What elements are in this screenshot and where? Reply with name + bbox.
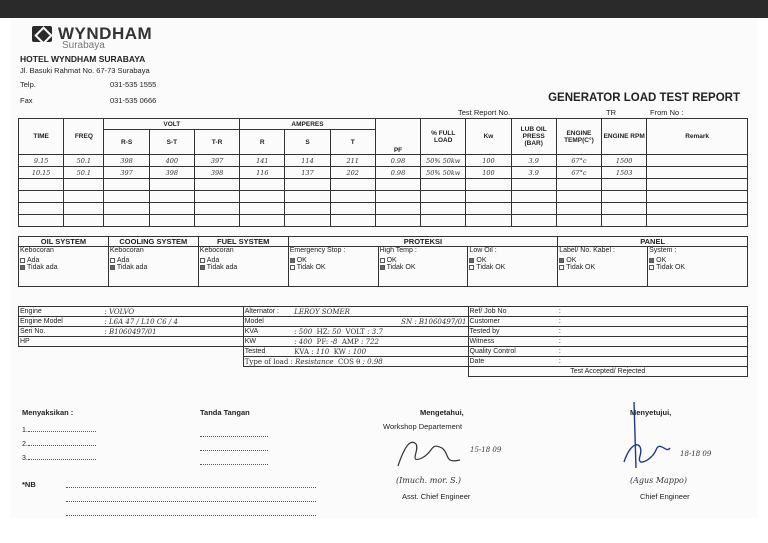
date-label: Date bbox=[468, 357, 558, 367]
hz-label: HZ: bbox=[316, 327, 330, 336]
tested-kva-value: 110 bbox=[315, 347, 330, 356]
nb-line-3 bbox=[66, 508, 316, 516]
kva-label: KVA bbox=[243, 327, 293, 337]
fax-label: Fax bbox=[20, 96, 33, 105]
cell-time: 10.15 bbox=[19, 167, 64, 179]
type-of-load-value: Resistance bbox=[295, 357, 334, 366]
cell-t: 202 bbox=[330, 167, 375, 179]
asst-chief-title: Asst. Chief Engineer bbox=[402, 492, 471, 501]
engine-value: VOLVO bbox=[108, 307, 135, 316]
checkbox-tidak-ok-checked[interactable] bbox=[380, 265, 385, 270]
cell-freq: 50.1 bbox=[64, 155, 104, 167]
witness-label: Witness bbox=[468, 337, 558, 347]
checkbox-tidak-ok[interactable] bbox=[559, 265, 564, 270]
from-no-label: From No : bbox=[650, 108, 684, 117]
engine-model-cell: : L6A 47 / L10 C6 / 4 bbox=[103, 317, 243, 327]
ada-label: Ada bbox=[27, 257, 40, 264]
header-t: T bbox=[330, 130, 375, 155]
tidak-ok-label: Tidak OK bbox=[296, 264, 326, 271]
panel-system bbox=[648, 247, 748, 287]
table-row bbox=[19, 203, 748, 215]
checkbox-ada[interactable] bbox=[20, 258, 25, 263]
ok-label: OK bbox=[476, 257, 487, 264]
cell-kw: 100 bbox=[466, 167, 511, 179]
engine-info-table: Engine : VOLVO Alternator : LEROY SOMER Ref/ Job No : Engine Model : L6A 47 / L10 C6 / 4 Model SN : B1060497/01 Customer : Seri No. : B1060497/01 KVA : 500 HZ: 50 VOLT : 3.7 Tested by : HP KW : 400 PF: -8 AMP : 722 Witness : Tested KVA : 110 KW : 100 Quality Control : Type of load : Resistance COS θ : 0.98 Date : Test Accepted/ Rejected bbox=[18, 306, 748, 377]
nb-line-1 bbox=[66, 480, 316, 488]
kw-label: KW bbox=[243, 337, 293, 347]
tidak-ada-label: Tidak ada bbox=[116, 264, 148, 271]
label-kabel-label: Label/ No. Kabel : bbox=[559, 247, 615, 254]
header-r: R bbox=[240, 130, 285, 155]
cell-s: 137 bbox=[285, 167, 330, 179]
cos-label: COS θ bbox=[338, 357, 361, 366]
tested-row: KVA : 110 KW : 100 bbox=[293, 347, 468, 357]
menyaksikan-label: Menyaksikan : bbox=[22, 408, 74, 417]
test-accepted-rejected: Test Accepted/ Rejected bbox=[468, 367, 748, 377]
emergency-stop bbox=[288, 247, 378, 287]
asst-chief-signature-icon bbox=[390, 434, 470, 478]
systems-table bbox=[18, 236, 748, 287]
menyetujui-label: Menyetujui, bbox=[630, 408, 672, 417]
checkbox-tidak-ada-checked[interactable] bbox=[200, 265, 205, 270]
header-amperes: AMPERES bbox=[240, 119, 376, 130]
volt-value: 3.7 bbox=[371, 327, 383, 336]
engine-model-value: L6A 47 / L10 C6 / 4 bbox=[108, 317, 178, 326]
chief-title: Chief Engineer bbox=[640, 492, 690, 501]
hz-value: 50 bbox=[332, 327, 342, 336]
cell-oil: 3.9 bbox=[511, 167, 556, 179]
checkbox-ada[interactable] bbox=[200, 258, 205, 263]
asst-chief-name: (Imuch. mor. S.) bbox=[396, 476, 462, 485]
chief-date: 18-18 09 bbox=[680, 450, 712, 458]
cell-r: 141 bbox=[240, 155, 285, 167]
witness-line-3 bbox=[22, 452, 96, 462]
engine-value-cell: : VOLVO bbox=[103, 307, 243, 317]
cell-st: 398 bbox=[149, 167, 194, 179]
type-of-load-label: Type of load : bbox=[244, 357, 293, 366]
header-freq: FREQ bbox=[64, 119, 104, 155]
witness-item-2: 2. bbox=[22, 441, 28, 448]
witness-line-2 bbox=[22, 438, 96, 448]
section-cooling-system: COOLING SYSTEM bbox=[108, 237, 198, 247]
cell-t: 211 bbox=[330, 155, 375, 167]
ada-label: Ada bbox=[206, 257, 220, 264]
kw-value: 400 bbox=[298, 337, 313, 346]
checkbox-tidak-ok[interactable] bbox=[469, 265, 474, 270]
kebocoran-label: Kebocoran bbox=[199, 247, 234, 254]
pf-label: PF: bbox=[316, 337, 329, 346]
checkbox-tidak-ok[interactable] bbox=[649, 265, 654, 270]
cell-pf: 0.98 bbox=[375, 155, 420, 167]
header-s: S bbox=[285, 130, 330, 155]
section-proteksi: PROTEKSI bbox=[288, 237, 558, 247]
header-full-load: % FULL LOAD bbox=[421, 119, 466, 155]
tidak-ok-label: Tidak OK bbox=[386, 264, 416, 271]
header-st: S-T bbox=[149, 130, 194, 155]
section-oil-system: OIL SYSTEM bbox=[19, 237, 109, 247]
tidak-ok-label: Tidak OK bbox=[566, 264, 596, 271]
kva-value: 500 bbox=[298, 327, 313, 336]
report-document bbox=[10, 18, 758, 518]
cell-remark bbox=[647, 167, 748, 179]
checkbox-tidak-ada-checked[interactable] bbox=[110, 265, 115, 270]
fax-value: 031-535 0666 bbox=[110, 96, 157, 105]
witness-item-1: 1. bbox=[22, 427, 28, 434]
alternator-value: LEROY SOMER bbox=[293, 307, 468, 317]
section-panel: PANEL bbox=[558, 237, 748, 247]
kebocoran-label: Kebocoran bbox=[109, 247, 144, 254]
cell-s: 114 bbox=[285, 155, 330, 167]
witness-line-1 bbox=[22, 424, 96, 434]
cell-remark bbox=[647, 155, 748, 167]
cooling-kebocoran bbox=[108, 247, 198, 287]
seri-label: Seri No. bbox=[19, 327, 104, 337]
ref-job-label: Ref/ Job No bbox=[468, 307, 558, 317]
report-title: GENERATOR LOAD TEST REPORT bbox=[548, 92, 740, 104]
section-fuel-system: FUEL SYSTEM bbox=[198, 237, 288, 247]
header-lub-oil: LUB OIL PRESS (BAR) bbox=[511, 119, 556, 155]
nb-line-2 bbox=[66, 494, 316, 502]
telp-label: Telp. bbox=[20, 80, 36, 89]
cell-rs: 398 bbox=[104, 155, 149, 167]
hotel-name: HOTEL WYNDHAM SURABAYA bbox=[20, 54, 146, 64]
cell-tr: 397 bbox=[194, 155, 239, 167]
header-tr: T-R bbox=[194, 130, 239, 155]
kw-row: : 400 PF: -8 AMP : 722 bbox=[293, 337, 468, 347]
high-temp-label: High Temp : bbox=[379, 247, 417, 254]
cell-rpm: 1503 bbox=[602, 167, 647, 179]
sn-value: SN : B1060497/01 bbox=[293, 317, 468, 327]
table-row bbox=[19, 155, 748, 167]
checkbox-ok-checked[interactable] bbox=[559, 258, 564, 263]
header-rs: R-S bbox=[104, 130, 149, 155]
header-pf: PF bbox=[375, 119, 420, 155]
cell-rs: 397 bbox=[104, 167, 149, 179]
table-row bbox=[19, 191, 748, 203]
cell-r: 116 bbox=[240, 167, 285, 179]
table-row bbox=[19, 215, 748, 227]
chief-name: (Agus Mappo) bbox=[630, 476, 687, 485]
cell-freq: 50.1 bbox=[64, 167, 104, 179]
oil-kebocoran bbox=[19, 247, 109, 287]
asst-chief-date: 15-18 09 bbox=[470, 446, 502, 454]
tested-kva-label: KVA : bbox=[294, 347, 314, 356]
header-kw: Kw bbox=[466, 119, 511, 155]
tidak-ada-label: Tidak ada bbox=[27, 264, 58, 271]
cell-load: 50% 50kw bbox=[421, 155, 466, 167]
witness-item-3: 3. bbox=[22, 455, 28, 462]
tanda-tangan-label: Tanda Tangan bbox=[200, 408, 250, 417]
checkbox-ada[interactable] bbox=[110, 258, 115, 263]
hp-label: HP bbox=[19, 337, 104, 347]
low-oil-label: Low Oil : bbox=[469, 247, 497, 254]
hotel-address: Jl. Basuki Rahmat No. 67-73 Surabaya bbox=[20, 66, 150, 75]
cell-oil: 3.9 bbox=[511, 155, 556, 167]
mengetahui-label: Mengetahui, bbox=[420, 408, 464, 417]
checkbox-tidak-ada-checked[interactable] bbox=[20, 265, 25, 270]
emergency-label: Emergency Stop : bbox=[289, 247, 346, 254]
header-time: TIME bbox=[19, 119, 64, 155]
tidak-ok-label: Tidak OK bbox=[476, 264, 506, 271]
engine-model-label: Engine Model bbox=[19, 317, 104, 327]
checkbox-ok-checked[interactable] bbox=[290, 258, 295, 263]
measurement-table bbox=[18, 118, 748, 227]
cell-temp: 67°c bbox=[556, 167, 601, 179]
engine-label: Engine bbox=[19, 307, 104, 317]
checkbox-ok[interactable] bbox=[380, 258, 385, 263]
test-report-no-label: Test Report No. bbox=[458, 108, 511, 117]
alternator-label: Alternator : bbox=[243, 307, 293, 317]
ok-label: OK bbox=[386, 257, 397, 264]
seri-value: B1060497/01 bbox=[108, 327, 157, 336]
cell-tr: 398 bbox=[194, 167, 239, 179]
seri-value-cell: : B1060497/01 bbox=[103, 327, 243, 337]
label-kabel bbox=[558, 247, 648, 287]
cell-rpm: 1500 bbox=[602, 155, 647, 167]
header-remark: Remark bbox=[647, 119, 748, 155]
header-engine-rpm: ENGINE RPM bbox=[602, 119, 647, 155]
fuel-kebocoran bbox=[198, 247, 288, 287]
cell-st: 400 bbox=[149, 155, 194, 167]
top-frame-bar bbox=[0, 0, 768, 18]
tr-label: TR bbox=[606, 108, 616, 117]
system-label: System : bbox=[649, 247, 677, 254]
cell-kw: 100 bbox=[466, 155, 511, 167]
nb-label: *NB bbox=[22, 480, 36, 489]
tidak-ada-label: Tidak ada bbox=[206, 264, 238, 271]
kebocoran-label: Kebocoran bbox=[20, 247, 54, 254]
model-label: Model bbox=[243, 317, 293, 327]
volt-label: VOLT bbox=[345, 327, 365, 336]
header-volt: VOLT bbox=[104, 119, 240, 130]
workshop-label: Workshop Departement bbox=[383, 422, 463, 431]
cell-temp: 67°c bbox=[556, 155, 601, 167]
type-of-load-row: Type of load : Resistance COS θ : 0.98 bbox=[243, 357, 468, 367]
wyndham-logo-icon bbox=[32, 26, 52, 42]
checkbox-tidak-ok[interactable] bbox=[290, 265, 295, 270]
tested-kw-value: 100 bbox=[352, 347, 367, 356]
amp-value: 722 bbox=[365, 337, 379, 346]
cell-pf: 0.98 bbox=[375, 167, 420, 179]
ok-label: OK bbox=[656, 257, 667, 264]
table-row bbox=[19, 167, 748, 179]
checkbox-ok-checked[interactable] bbox=[649, 258, 654, 263]
cell-time: 9.15 bbox=[19, 155, 64, 167]
chief-signature-icon bbox=[616, 398, 676, 480]
signature-line-3 bbox=[200, 452, 268, 470]
amp-label: AMP bbox=[341, 337, 359, 346]
brand-city: Surabaya bbox=[62, 40, 105, 51]
tidak-ok-label: Tidak OK bbox=[656, 264, 686, 271]
quality-control-label: Quality Control bbox=[468, 347, 558, 357]
checkbox-ok-checked[interactable] bbox=[469, 258, 474, 263]
low-oil bbox=[468, 247, 558, 287]
tested-by-label: Tested by bbox=[468, 327, 558, 337]
ok-label: OK bbox=[566, 257, 577, 264]
kva-row: : 500 HZ: 50 VOLT : 3.7 bbox=[293, 327, 468, 337]
cos-value: 0.98 bbox=[367, 357, 383, 366]
brand-name: WYNDHAM bbox=[58, 24, 153, 43]
pf-value: -8 bbox=[330, 337, 338, 346]
tested-kw-label: KW bbox=[333, 347, 346, 356]
table-row bbox=[19, 179, 748, 191]
ada-label: Ada bbox=[116, 257, 130, 264]
cell-load: 50% 50kw bbox=[421, 167, 466, 179]
customer-label: Customer bbox=[468, 317, 558, 327]
high-temp bbox=[378, 247, 468, 287]
ok-label: OK bbox=[296, 257, 307, 264]
header-engine-temp: ENGINE TEMP(C°) bbox=[556, 119, 601, 155]
telp-value: 031-535 1555 bbox=[110, 80, 157, 89]
tested-label: Tested bbox=[243, 347, 293, 357]
